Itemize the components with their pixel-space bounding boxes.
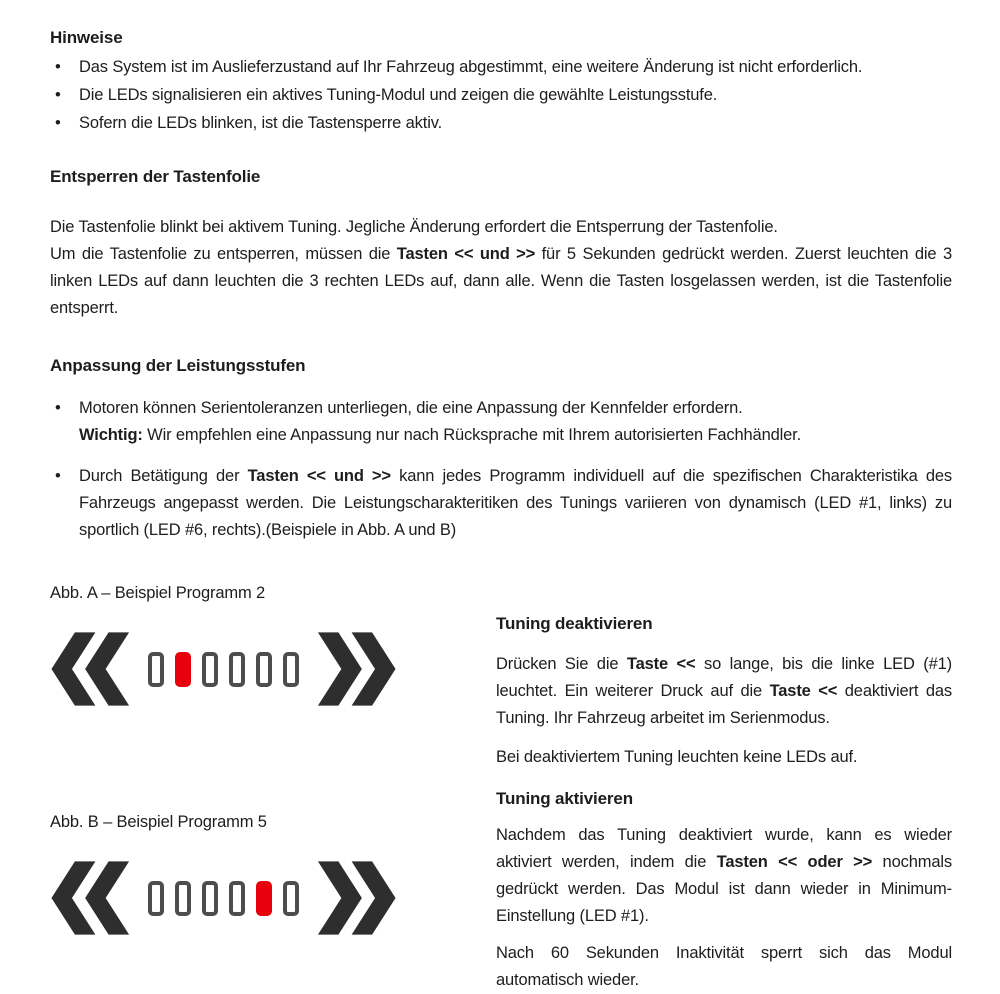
hinweise-heading: Hinweise <box>50 28 123 47</box>
double-chevron-left-icon <box>50 861 132 935</box>
figures-column <box>50 574 490 994</box>
bullet-icon: • <box>55 399 61 417</box>
led-strip-figure-b <box>148 881 299 916</box>
figure-b-label: Abb. B – Beispiel Programm 5 <box>50 813 267 831</box>
instructions-column <box>490 574 952 994</box>
tuning-deactivate-para-2: Bei deaktiviertem Tuning leuchten keine LEDs auf. <box>496 748 858 766</box>
led-2 <box>175 881 191 916</box>
entsperren-para-1: Die Tastenfolie blinkt bei aktivem Tuning. Jegliche Änderung erfordert die Entsperrung der Tastenfolie. <box>50 218 778 236</box>
entsperren-para-2: Um die Tastenfolie zu entsperren, müssen die Tasten << und >> für 5 Sekunden gedrückt werden. Zuerst leuchten die 3 linken LEDs auf dann leuchten die 3 rechten LEDs auf, dann alle. Wenn die Tasten losgelassen werden, ist die Tastenfolie entsperrt. <box>50 245 952 317</box>
list-item <box>50 110 952 137</box>
led-3 <box>202 881 218 916</box>
bullet-icon: • <box>55 86 61 104</box>
figure-a-diagram <box>50 631 490 707</box>
bullet-icon: • <box>55 467 61 485</box>
hinweise-bullet-3: Sofern die LEDs blinken, ist die Tastensperre aktiv. <box>79 114 443 132</box>
anpassung-heading: Anpassung der Leistungsstufen <box>50 356 306 375</box>
entsperren-paragraphs <box>50 214 952 322</box>
anpassung-bullet-1-line-2: Wichtig: Wir empfehlen eine Anpassung nur nach Rücksprache mit Ihrem autorisierten Fachhändler. <box>79 426 802 444</box>
led-6 <box>283 881 299 916</box>
section-hinweise <box>50 24 952 137</box>
led-5 <box>256 652 272 687</box>
anpassung-bullet-1-line-1: Motoren können Serientoleranzen unterliegen, die eine Anpassung der Kennfelder erfordern. <box>79 399 743 417</box>
anpassung-bullet-2: Durch Betätigung der Tasten << und >> kann jedes Programm individuell auf die spezifischen Charakteristika des Fahrzeugs angepasst werden. Die Leistungscharakteritiken des Tunings variieren von dynamisch (LED #1, links) zu sportlich (LED #6, rechts).(Beispiele in Abb. A und B) <box>79 467 953 539</box>
hinweise-bullet-1: Das System ist im Auslieferzustand auf Ihr Fahrzeug abgestimmt, eine weitere Änderung ist nicht erforderlich. <box>79 58 863 76</box>
anpassung-bullet-1 <box>79 395 952 449</box>
led-1 <box>148 652 164 687</box>
tuning-deactivate-heading: Tuning deaktivieren <box>496 614 653 633</box>
anpassung-bullet-list <box>50 395 952 544</box>
led-6 <box>283 652 299 687</box>
section-entsperren <box>50 163 952 322</box>
bullet-icon: • <box>55 114 61 132</box>
led-4 <box>229 881 245 916</box>
led-strip-figure-a <box>148 652 299 687</box>
entsperren-heading: Entsperren der Tastenfolie <box>50 167 261 186</box>
hinweise-bullet-2: Die LEDs signalisieren ein aktives Tuning-Modul und zeigen die gewählte Leistungsstufe. <box>79 86 718 104</box>
double-chevron-left-icon <box>50 632 132 706</box>
led-4 <box>229 652 245 687</box>
led-3 <box>202 652 218 687</box>
section-anpassung <box>50 352 952 544</box>
list-item <box>50 395 952 449</box>
list-item <box>50 82 952 109</box>
double-chevron-right-icon <box>315 861 397 935</box>
double-chevron-right-icon <box>315 632 397 706</box>
bullet-icon: • <box>55 58 61 76</box>
figure-a-label: Abb. A – Beispiel Programm 2 <box>50 584 265 602</box>
tuning-deactivate-para-1: Drücken Sie die Taste << so lange, bis die linke LED (#1) leuchtet. Ein weiterer Druck auf die Taste << deaktiviert das Tuning. Ihr Fahrzeug arbeitet im Serienmodus. <box>496 655 953 727</box>
tuning-activate-para-2: Nach 60 Sekunden Inaktivität sperrt sich das Modul automatisch wieder. <box>496 944 952 989</box>
tuning-activate-heading: Tuning aktivieren <box>496 789 633 808</box>
led-2-active <box>175 652 191 687</box>
list-item <box>50 54 952 81</box>
led-5-active <box>256 881 272 916</box>
list-item <box>50 463 952 544</box>
tuning-activate-para-1: Nachdem das Tuning deaktiviert wurde, kann es wieder aktiviert werden, indem die Tasten << oder >> nochmals gedrückt werden. Das Modul ist dann wieder in Minimum-Einstellung (LED #1). <box>496 826 952 925</box>
figures-and-instructions <box>50 574 952 994</box>
led-1 <box>148 881 164 916</box>
hinweise-bullet-list <box>50 54 952 137</box>
figure-b-diagram <box>50 860 490 936</box>
